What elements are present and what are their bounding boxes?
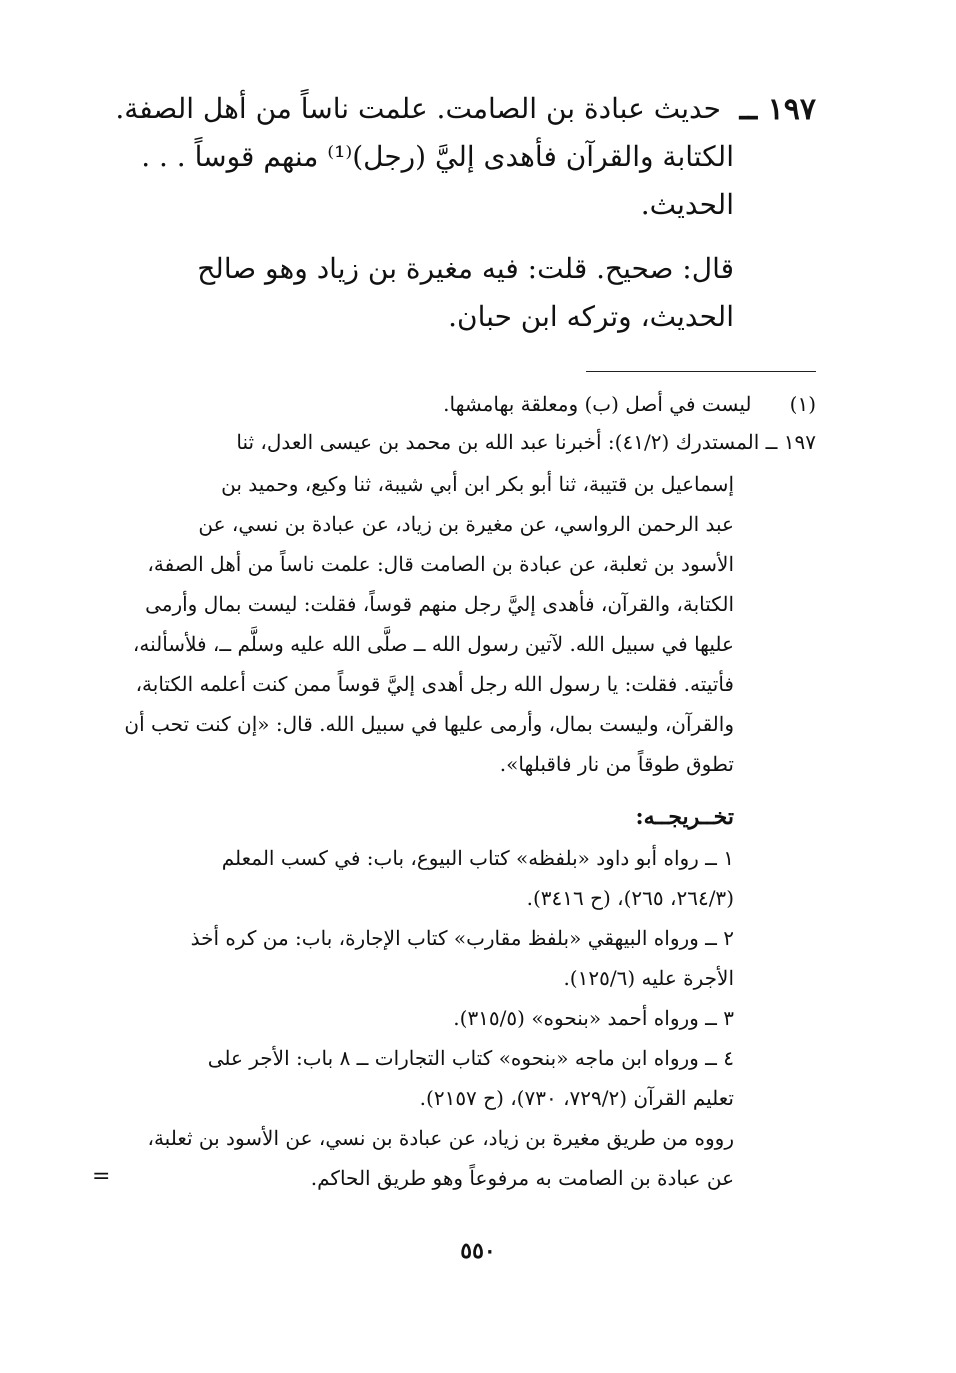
footnote-line-9: تطوق طوقاً من نار فاقبلها».: [499, 752, 734, 776]
footnote-line-3: عبد الرحمن الرواسي، عن مغيرة بن زياد، عن عبادة بن نسي، عن: [198, 512, 734, 536]
footnote-line-5: الكتابة، والقرآن، فأهدى إليَّ رجل منهم قوساً، فقلت: ليست بمال وأرمى: [145, 592, 734, 616]
footnote-divider: [586, 371, 816, 372]
takhrij-line-6: ٤ ــ ورواه ابن ماجه «بنحوه» كتاب التجارات ــ ٨ باب: الأجر على: [207, 1046, 734, 1070]
main-text-line-1: حديث عبادة بن الصامت. علمت ناساً من أهل الصفة.: [115, 92, 721, 125]
takhrij-line-9: عن عبادة بن الصامت به مرفوعاً وهو طريق الحاكم.: [310, 1166, 734, 1190]
takhrij-heading: تخــريجــه:: [635, 804, 734, 830]
takhrij-line-1: ١ ــ رواه أبو داود «بلفظه» كتاب البيوع، باب: في كسب المعلم: [221, 846, 734, 870]
hadith-number: ١٩٧ ــ: [739, 92, 816, 127]
takhrij-line-5: ٣ ــ ورواه أحمد «بنحوه» (٣١٥/٥).: [453, 1006, 734, 1030]
footnote-line-6: عليها في سبيل الله. لآتين رسول الله ــ صلَّى الله عليه وسلَّم ــ، فلأسألنه،: [132, 632, 734, 656]
takhrij-line-8: رووه من طريق مغيرة بن زياد، عن عبادة بن نسي، عن الأسود بن ثعلبة،: [147, 1126, 734, 1150]
footnote-line-1: ١٩٧ ــ المستدرك (٤١/٢): أخبرنا عبد الله بن محمد بن عيسى العدل، ثنا: [236, 430, 816, 454]
takhrij-line-4: الأجرة عليه (١٢٥/٦).: [563, 966, 734, 990]
continuation-mark: =: [92, 1164, 111, 1189]
page-number: ٥٥٠: [460, 1238, 496, 1264]
main-text-line-3: الحديث.: [640, 188, 734, 221]
footnote-line-7: فأتيته. فقلت: يا رسول الله رجل أهدى إليَّ قوساً ممن كنت أعلمه الكتابة،: [135, 672, 734, 696]
takhrij-line-2: (٢٦٤/٣، ٢٦٥)، (ح ٣٤١٦).: [526, 886, 734, 910]
footnote-line-2: إسماعيل بن قتيبة، ثنا أبو بكر ابن أبي شيبة، ثنا وكيع، وحميد بن: [221, 472, 734, 496]
main-text-line-5: الحديث، وتركه ابن حبان.: [448, 300, 734, 333]
takhrij-line-7: تعليم القرآن (٧٢٩/٢، ٧٣٠)، (ح ٢١٥٧).: [419, 1086, 734, 1110]
takhrij-line-3: ٢ ــ ورواه البيهقي «بلفظ مقارب» كتاب الإجارة، باب: من كره أخذ: [190, 926, 734, 950]
main-text-line-4: قال: صحيح. قلت: فيه مغيرة بن زياد وهو صالح: [197, 252, 734, 285]
main-text-line-2: الكتابة والقرآن فأهدى إليَّ (رجل)⁽¹⁾ منهم قوساً . . .: [141, 140, 734, 173]
footnote-1: (١) ليست في أصل (ب) ومعلقة بهامشها.: [443, 392, 816, 416]
footnote-line-8: والقرآن، وليست بمال، وأرمى عليها في سبيل الله. قال: «إن كنت تحب أن: [124, 712, 734, 736]
footnote-line-4: الأسود بن ثعلبة، عن عبادة بن الصامت قال: علمت ناساً من أهل الصفة،: [147, 552, 734, 576]
